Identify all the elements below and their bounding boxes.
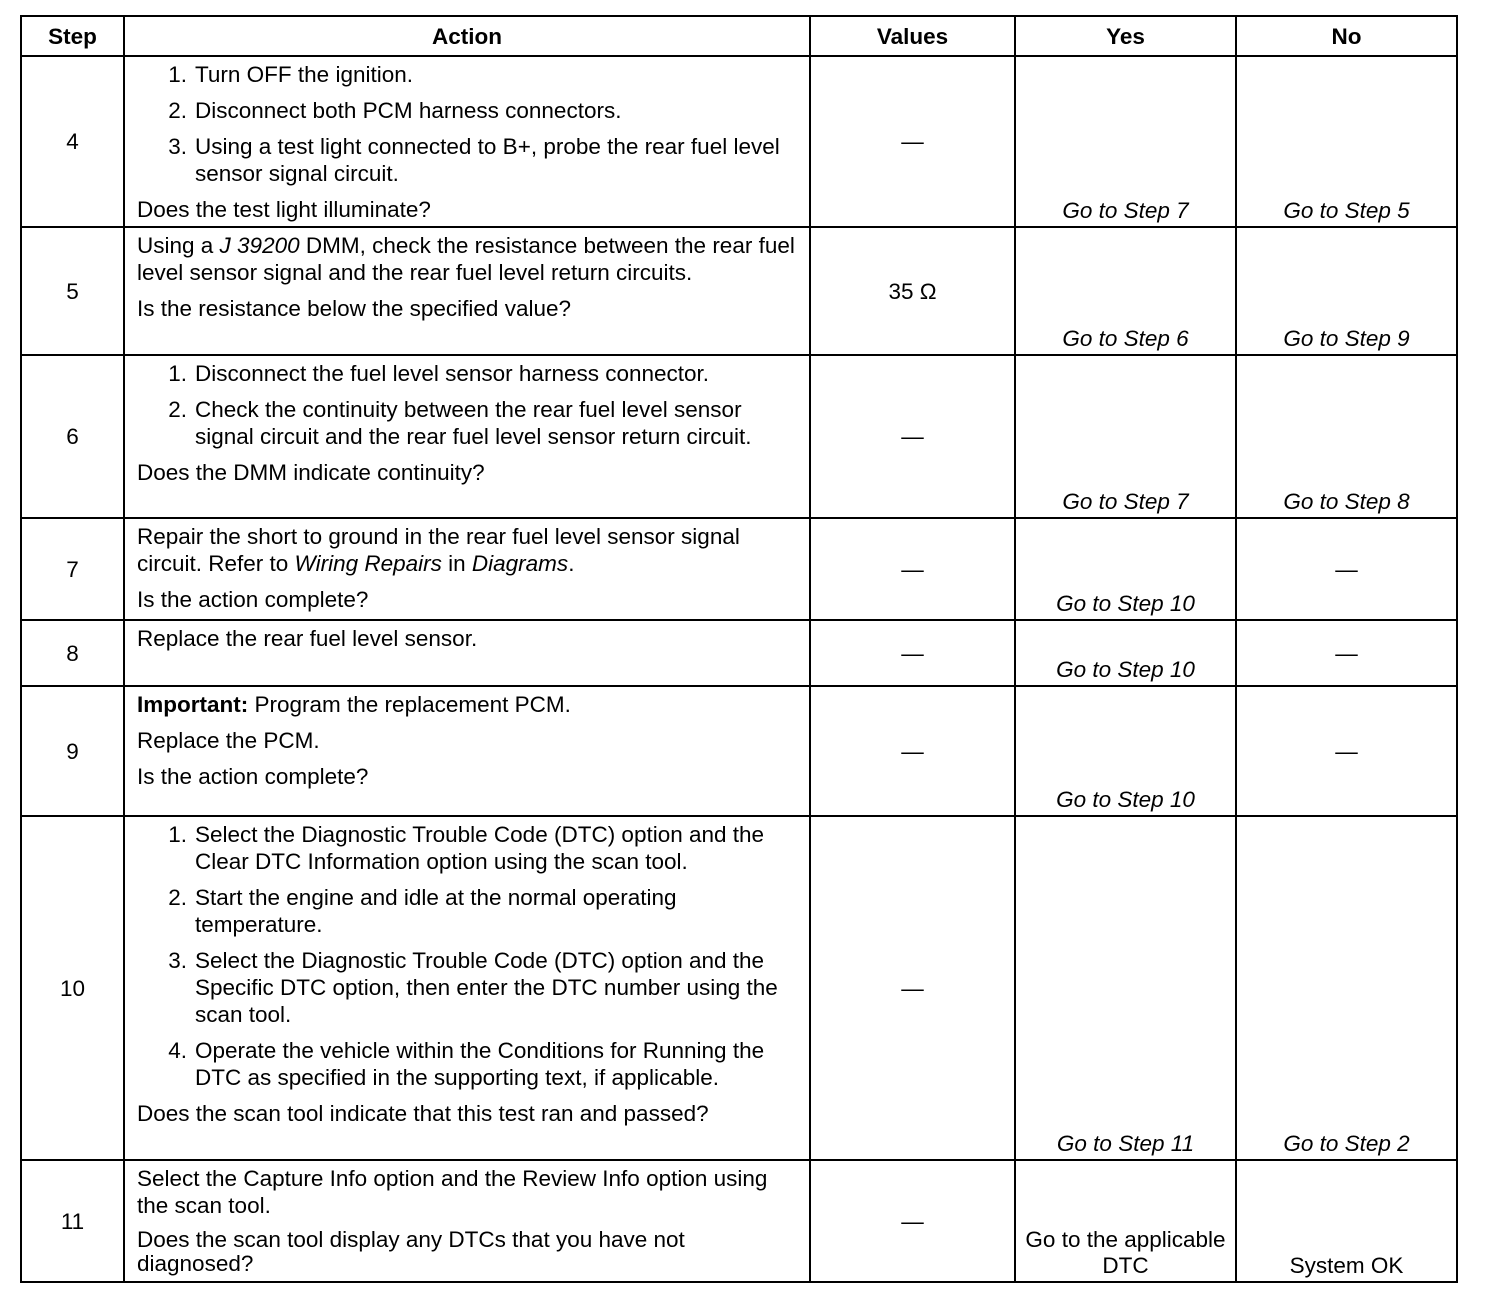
yes-cell: Go to Step 10: [1015, 686, 1236, 816]
instruction: Select the Capture Info option and the Review Info option using the scan tool.: [137, 1166, 768, 1218]
step-number: 9: [21, 686, 124, 816]
reference-wiring-repairs: Wiring Repairs: [294, 551, 442, 576]
action-cell: [124, 620, 810, 686]
table-row: [21, 816, 1457, 1160]
no-cell: —: [1236, 686, 1457, 816]
question: Does the test light illuminate?: [137, 197, 431, 222]
question: Does the scan tool display any DTCs that you have not diagnosed?: [137, 1227, 685, 1276]
step-number: 6: [21, 355, 124, 518]
header-no: No: [1236, 16, 1457, 56]
action-cell: [124, 816, 810, 1160]
header-values: Values: [810, 16, 1015, 56]
instruction: Using a J 39200 DMM, check the resistance between the rear fuel level sensor signal and the rear fuel level return circuits.: [137, 233, 795, 285]
action-cell: [124, 1160, 810, 1282]
step-number: 10: [21, 816, 124, 1160]
yes-cell: Go to Step 10: [1015, 620, 1236, 686]
step-number: 5: [21, 227, 124, 355]
question: Does the DMM indicate continuity?: [137, 460, 485, 485]
list-item: 1. Select the Diagnostic Trouble Code (DTC) option and the Clear DTC Information option using the scan tool.: [168, 822, 765, 874]
list-item: 1. Disconnect the fuel level sensor harness connector.: [168, 361, 710, 386]
header-yes: Yes: [1015, 16, 1236, 56]
list-item: 3. Select the Diagnostic Trouble Code (DTC) option and the Specific DTC option, then enter the DTC number using the scan tool.: [168, 948, 778, 1027]
yes-cell: Go to Step 7: [1015, 355, 1236, 518]
instruction: Repair the short to ground in the rear fuel level sensor signal circuit. Refer to Wiring Repairs in Diagrams.: [137, 524, 740, 576]
action-cell: [124, 686, 810, 816]
yes-cell: Go to Step 10: [1015, 518, 1236, 620]
question: Does the scan tool indicate that this test ran and passed?: [137, 1101, 709, 1126]
header-step: Step: [21, 16, 124, 56]
yes-cell: Go to Step 7: [1015, 56, 1236, 227]
table-row: [21, 227, 1457, 355]
step-number: 7: [21, 518, 124, 620]
important-label: Important:: [137, 692, 249, 717]
table-row: [21, 56, 1457, 227]
list-item: 4. Operate the vehicle within the Conditions for Running the DTC as specified in the supporting text, if applicable.: [168, 1038, 765, 1090]
value-cell: —: [810, 1160, 1015, 1282]
header-row: [21, 16, 1457, 56]
step-number: 4: [21, 56, 124, 227]
action-cell: [124, 227, 810, 355]
no-cell: Go to Step 8: [1236, 355, 1457, 518]
action-cell: [124, 518, 810, 620]
tool-reference: J 39200: [219, 233, 300, 258]
list-item: 2. Check the continuity between the rear fuel level sensor signal circuit and the rear fuel level sensor return circuit.: [168, 397, 752, 449]
table-row: [21, 518, 1457, 620]
instruction-list: [137, 360, 803, 450]
table-row: [21, 620, 1457, 686]
value-cell: —: [810, 816, 1015, 1160]
instruction: Replace the rear fuel level sensor.: [137, 626, 478, 651]
yes-cell: Go to Step 6: [1015, 227, 1236, 355]
value-cell: —: [810, 620, 1015, 686]
list-item: 2. Disconnect both PCM harness connectors.: [168, 98, 622, 123]
question: Is the action complete?: [137, 587, 369, 612]
action-cell: [124, 355, 810, 518]
no-cell: —: [1236, 518, 1457, 620]
no-cell: Go to Step 9: [1236, 227, 1457, 355]
question: Is the resistance below the specified value?: [137, 296, 572, 321]
no-cell: Go to Step 5: [1236, 56, 1457, 227]
list-item: 3. Using a test light connected to B+, probe the rear fuel level sensor signal circuit.: [168, 134, 780, 186]
yes-cell: Go to the applicable DTC: [1015, 1160, 1236, 1282]
no-cell: —: [1236, 620, 1457, 686]
list-item: 1. Turn OFF the ignition.: [168, 62, 414, 87]
question: Is the action complete?: [137, 764, 369, 789]
value-cell: —: [810, 518, 1015, 620]
instruction-list: [137, 821, 803, 1091]
value-cell: —: [810, 56, 1015, 227]
reference-diagrams: Diagrams: [471, 551, 569, 576]
no-cell: System OK: [1236, 1160, 1457, 1282]
no-cell: Go to Step 2: [1236, 816, 1457, 1160]
table-row: [21, 686, 1457, 816]
header-action: Action: [124, 16, 810, 56]
step-number: 11: [21, 1160, 124, 1282]
action-cell: [124, 56, 810, 227]
value-cell: —: [810, 686, 1015, 816]
instruction: Important: Program the replacement PCM. Replace the PCM.: [137, 692, 571, 753]
value-cell: —: [810, 355, 1015, 518]
table-row: [21, 355, 1457, 518]
instruction-list: [137, 61, 803, 187]
step-number: 8: [21, 620, 124, 686]
list-item: 2. Start the engine and idle at the normal operating temperature.: [168, 885, 677, 937]
yes-cell: Go to Step 11: [1015, 816, 1236, 1160]
table-row: [21, 1160, 1457, 1282]
diagnostic-table: [20, 15, 1458, 1283]
value-cell: 35 Ω: [810, 227, 1015, 355]
